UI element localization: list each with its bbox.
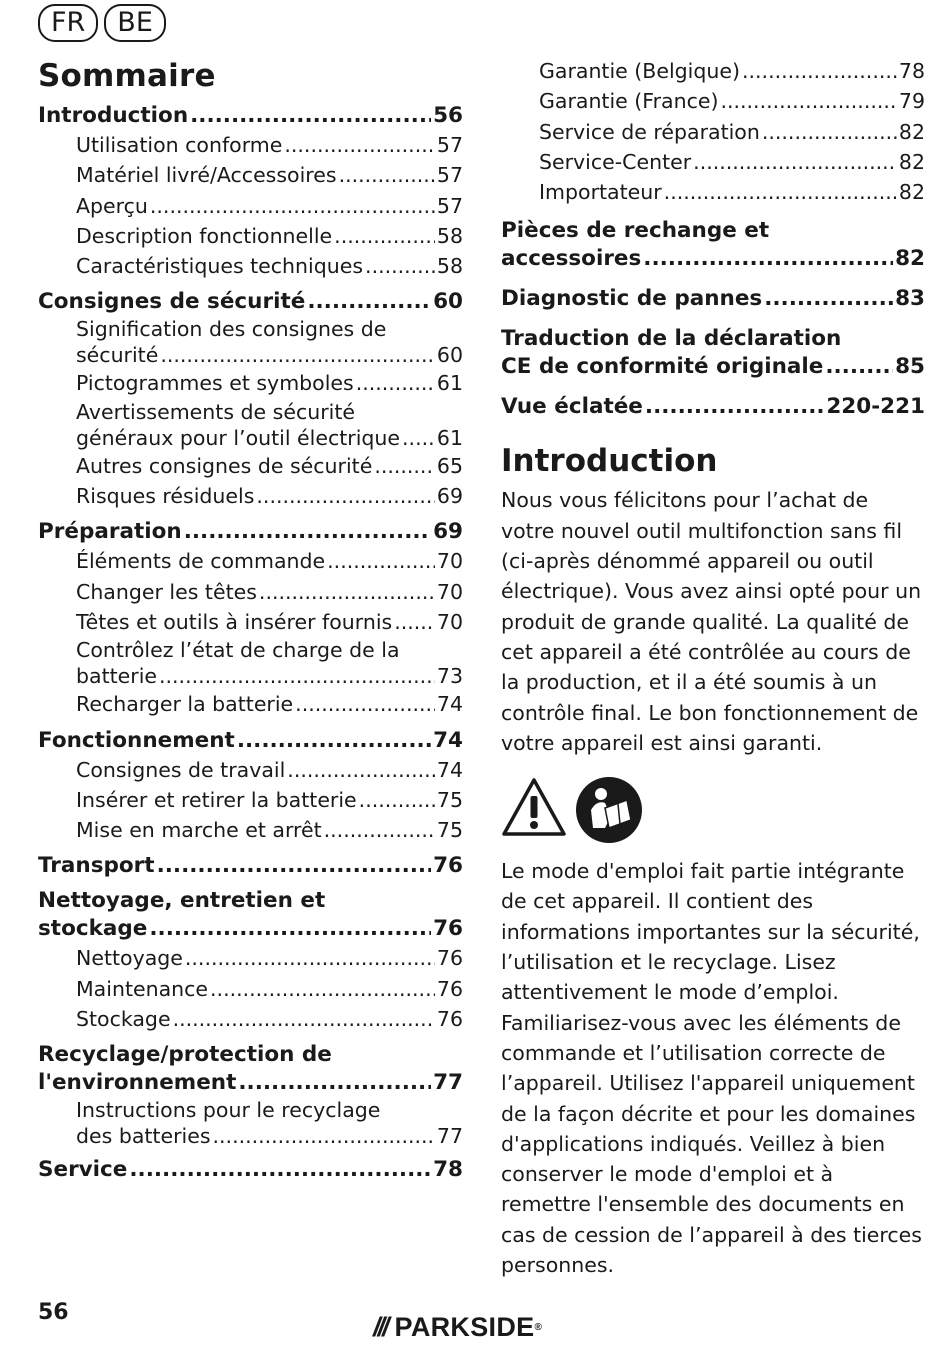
lang-badge-be: BE — [104, 4, 166, 42]
toc-entry[interactable]: Utilisation conforme ..... 57 — [76, 130, 463, 160]
language-badges — [38, 4, 166, 42]
toc-right-column — [501, 56, 925, 1280]
toc-section-recycling[interactable]: Recyclage/protection de l'environnement ..... 77 — [38, 1041, 463, 1097]
toc-section-spare-parts[interactable]: Pièces de rechange et accessoires ..... 82 — [501, 217, 925, 273]
toc-entry[interactable]: Mise en marche et arrêt ..... 75 — [76, 815, 463, 845]
toc-entry[interactable]: Garantie (Belgique) ..... 78 — [539, 56, 925, 86]
toc-entry[interactable]: Service-Center ..... 82 — [539, 147, 925, 177]
toc-left-column — [38, 56, 463, 1184]
introduction-heading: Introduction — [501, 443, 718, 480]
toc-section-exploded-view[interactable]: Vue éclatée ..... 220-221 — [501, 393, 925, 421]
toc-section-transport[interactable]: Transport ..... 76 — [38, 852, 463, 880]
safety-icons — [501, 776, 925, 848]
toc-section-preparation[interactable]: Préparation ..... 69 — [38, 518, 463, 546]
read-manual-icon — [575, 776, 643, 848]
toc-entry[interactable]: Signification des consignes de sécurité ..... 60 — [76, 316, 463, 368]
warning-icon — [501, 776, 567, 848]
toc-section-introduction[interactable]: Introduction ..... 56 — [38, 102, 463, 130]
toc-entry[interactable]: Service de réparation ..... 82 — [539, 117, 925, 147]
toc-entry[interactable]: Avertissements de sécurité généraux pour l’outil électrique ..... 61 — [76, 399, 463, 451]
toc-entry[interactable]: Changer les têtes ..... 70 — [76, 577, 463, 607]
toc-section-cleaning[interactable]: Nettoyage, entretien et stockage ..... 76 — [38, 887, 463, 943]
toc-section-safety[interactable]: Consignes de sécurité ..... 60 — [38, 288, 463, 316]
toc-entry[interactable]: Stockage ..... 76 — [76, 1004, 463, 1034]
toc-entry[interactable]: Instructions pour le recyclage des batteries ..... 77 — [76, 1097, 463, 1149]
toc-entry[interactable]: Aperçu ..... 57 — [76, 191, 463, 221]
toc-entry[interactable]: Contrôlez l’état de charge de la batterie ..... 73 — [76, 637, 463, 689]
toc-entry[interactable]: Risques résiduels ..... 69 — [76, 481, 463, 511]
toc-entry[interactable]: Description fonctionnelle ..... 58 — [76, 221, 463, 251]
toc-title: Sommaire — [38, 58, 216, 94]
registered-mark: ® — [534, 1322, 543, 1333]
toc-entry[interactable]: Pictogrammes et symboles ..... 61 — [76, 368, 463, 398]
page-number: 56 — [38, 1300, 69, 1325]
toc-entry[interactable]: Nettoyage ..... 76 — [76, 943, 463, 973]
toc-section-service[interactable]: Service ..... 78 — [38, 1156, 463, 1184]
toc-entry[interactable]: Insérer et retirer la batterie ..... 75 — [76, 785, 463, 815]
toc-section-operation[interactable]: Fonctionnement ..... 74 — [38, 727, 463, 755]
toc-section-diagnostics[interactable]: Diagnostic de pannes ..... 83 — [501, 285, 925, 313]
toc-entry[interactable]: Matériel livré/Accessoires ..... 57 — [76, 160, 463, 190]
brand-slashes-icon: /// — [373, 1312, 387, 1342]
parkside-logo — [373, 1312, 542, 1343]
toc-entry[interactable]: Recharger la batterie ..... 74 — [76, 689, 463, 719]
brand-name: PARKSIDE — [394, 1312, 535, 1342]
introduction-paragraph: Nous vous félicitons pour l’achat de votre nouvel outil multifonction sans fil (ci-après dénommé appareil ou outil électrique). Vous avez ainsi opté pour un produit de grande qualité. La qualité de cet appareil a été contrôlée au cours de la production, et il a été soumis à un contrôle final. Le bon fonctionnement de votre appareil est ainsi garanti. — [501, 488, 922, 755]
lang-badge-fr: FR — [38, 4, 98, 42]
toc-entry[interactable]: Têtes et outils à insérer fournis ..... 70 — [76, 607, 463, 637]
toc-section-translation[interactable]: Traduction de la déclaration CE de conformité originale ..... 85 — [501, 325, 925, 381]
toc-entry[interactable]: Caractéristiques techniques ..... 58 — [76, 251, 463, 281]
toc-entry[interactable]: Éléments de commande ..... 70 — [76, 546, 463, 576]
toc-entry[interactable]: Garantie (France) ..... 79 — [539, 86, 925, 116]
toc-entry[interactable]: Autres consignes de sécurité ..... 65 — [76, 451, 463, 481]
toc-entry[interactable]: Maintenance ..... 76 — [76, 974, 463, 1004]
toc-entry[interactable]: Consignes de travail ..... 74 — [76, 755, 463, 785]
manual-paragraph: Le mode d'emploi fait partie intégrante de cet appareil. Il contient des informations importantes sur la sécurité, l’utilisation et le recyclage. Lisez attentivement le mode d’emploi. Familiarisez-vous avec les éléments de commande et l’utilisation correcte de l’appareil. Utilisez l'appareil uniquement de la façon décrite et pour les domaines d'applications indiqués. Veillez à bien conserver le mode d'emploi et à remettre l'ensemble des documents en cas de cession de l’appareil à des tierces personnes. — [501, 859, 922, 1278]
toc-entry[interactable]: Importateur ..... 82 — [539, 177, 925, 207]
